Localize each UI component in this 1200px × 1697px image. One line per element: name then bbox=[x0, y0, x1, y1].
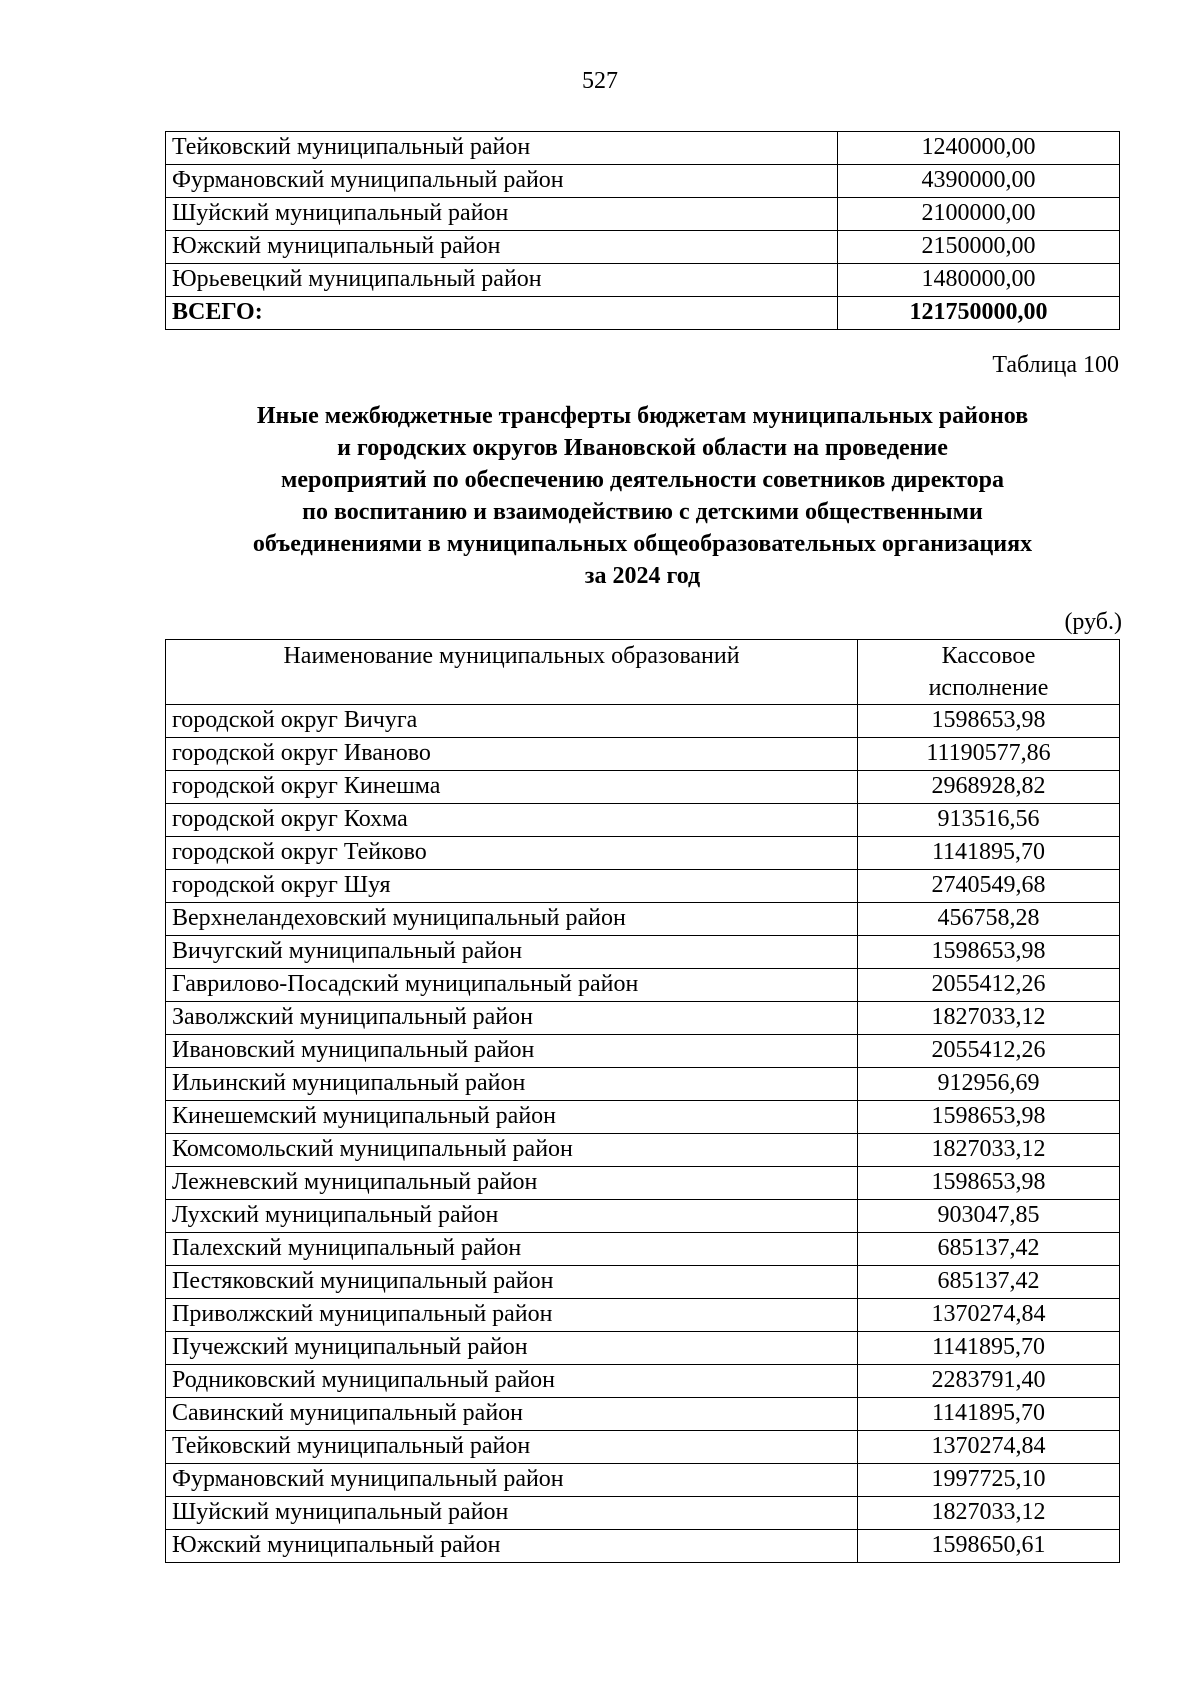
header-name: Наименование муниципальных образований bbox=[166, 640, 858, 705]
municipality-name: Юрьевецкий муниципальный район bbox=[166, 264, 838, 297]
amount-value: 4390000,00 bbox=[838, 165, 1120, 198]
title-line: объединениями в муниципальных общеобразовательных организациях bbox=[252, 531, 1033, 557]
table-row bbox=[166, 804, 1120, 837]
amount-value: 903047,85 bbox=[858, 1200, 1120, 1233]
title-line: по воспитанию и взаимодействию с детскими общественными bbox=[302, 499, 983, 525]
municipality-name: Заволжский муниципальный район bbox=[166, 1002, 858, 1035]
municipality-name: Тейковский муниципальный район bbox=[166, 132, 838, 165]
municipality-name: Гаврилово-Посадский муниципальный район bbox=[166, 969, 858, 1002]
total-row bbox=[166, 297, 1120, 330]
amount-value: 1598653,98 bbox=[858, 705, 1120, 738]
table-row bbox=[166, 1266, 1120, 1299]
table-title bbox=[150, 400, 1135, 592]
municipality-name: Лежневский муниципальный район bbox=[166, 1167, 858, 1200]
municipality-name: Южский муниципальный район bbox=[166, 231, 838, 264]
amount-value: 1480000,00 bbox=[838, 264, 1120, 297]
amount-value: 1141895,70 bbox=[858, 837, 1120, 870]
header-value bbox=[858, 640, 1120, 705]
amount-value: 1240000,00 bbox=[838, 132, 1120, 165]
municipality-name: Шуйский муниципальный район bbox=[166, 198, 838, 231]
table-row bbox=[166, 1002, 1120, 1035]
table-row bbox=[166, 1398, 1120, 1431]
table-row bbox=[166, 870, 1120, 903]
transfers-table bbox=[165, 639, 1120, 1563]
table-row bbox=[166, 198, 1120, 231]
amount-value: 685137,42 bbox=[858, 1266, 1120, 1299]
table-row bbox=[166, 1365, 1120, 1398]
table-row bbox=[166, 264, 1120, 297]
table-row bbox=[166, 936, 1120, 969]
amount-value: 1598653,98 bbox=[858, 936, 1120, 969]
amount-value: 685137,42 bbox=[858, 1233, 1120, 1266]
amount-value: 1827033,12 bbox=[858, 1134, 1120, 1167]
amount-value: 1598650,61 bbox=[858, 1530, 1120, 1563]
table-number: Таблица 100 bbox=[992, 352, 1119, 378]
table-row bbox=[166, 1101, 1120, 1134]
table-row bbox=[166, 1464, 1120, 1497]
amount-value: 456758,28 bbox=[858, 903, 1120, 936]
amount-value: 11190577,86 bbox=[858, 738, 1120, 771]
municipality-name: Кинешемский муниципальный район bbox=[166, 1101, 858, 1134]
table-row bbox=[166, 837, 1120, 870]
header-value-line: Кассовое bbox=[941, 643, 1036, 669]
amount-value: 913516,56 bbox=[858, 804, 1120, 837]
amount-value: 1598653,98 bbox=[858, 1101, 1120, 1134]
amount-value: 2055412,26 bbox=[858, 969, 1120, 1002]
municipality-name: Лухский муниципальный район bbox=[166, 1200, 858, 1233]
amount-value: 2968928,82 bbox=[858, 771, 1120, 804]
municipality-name: Тейковский муниципальный район bbox=[166, 1431, 858, 1464]
table-row bbox=[166, 1134, 1120, 1167]
amount-value: 1141895,70 bbox=[858, 1398, 1120, 1431]
municipality-name: городской округ Кохма bbox=[166, 804, 858, 837]
table-header-row bbox=[166, 640, 1120, 705]
municipality-name: Пестяковский муниципальный район bbox=[166, 1266, 858, 1299]
municipality-name: городской округ Тейково bbox=[166, 837, 858, 870]
amount-value: 2150000,00 bbox=[838, 231, 1120, 264]
municipality-name: Фурмановский муниципальный район bbox=[166, 1464, 858, 1497]
table-row bbox=[166, 132, 1120, 165]
table-row bbox=[166, 231, 1120, 264]
amount-value: 2055412,26 bbox=[858, 1035, 1120, 1068]
table-row bbox=[166, 705, 1120, 738]
amount-value: 2740549,68 bbox=[858, 870, 1120, 903]
table-row bbox=[166, 165, 1120, 198]
amount-value: 1141895,70 bbox=[858, 1332, 1120, 1365]
municipality-name: городской округ Вичуга bbox=[166, 705, 858, 738]
municipality-name: Родниковский муниципальный район bbox=[166, 1365, 858, 1398]
amount-value: 1370274,84 bbox=[858, 1299, 1120, 1332]
previous-table-continuation bbox=[165, 131, 1120, 330]
total-label: ВСЕГО: bbox=[166, 297, 838, 330]
page-number: 527 bbox=[582, 68, 618, 94]
table-row bbox=[166, 1497, 1120, 1530]
table-row bbox=[166, 1431, 1120, 1464]
table-row bbox=[166, 903, 1120, 936]
table-row bbox=[166, 1332, 1120, 1365]
table-row bbox=[166, 969, 1120, 1002]
municipality-name: Южский муниципальный район bbox=[166, 1530, 858, 1563]
title-line: Иные межбюджетные трансферты бюджетам муниципальных районов bbox=[256, 403, 1029, 429]
municipality-name: Вичугский муниципальный район bbox=[166, 936, 858, 969]
table-row bbox=[166, 1299, 1120, 1332]
header-value-line: исполнение bbox=[928, 675, 1049, 701]
municipality-name: городской округ Шуя bbox=[166, 870, 858, 903]
municipality-name: Фурмановский муниципальный район bbox=[166, 165, 838, 198]
table-row bbox=[166, 738, 1120, 771]
amount-value: 912956,69 bbox=[858, 1068, 1120, 1101]
total-value: 121750000,00 bbox=[838, 297, 1120, 330]
municipality-name: Комсомольский муниципальный район bbox=[166, 1134, 858, 1167]
municipality-name: Палехский муниципальный район bbox=[166, 1233, 858, 1266]
title-line: за 2024 год bbox=[584, 563, 701, 589]
amount-value: 1370274,84 bbox=[858, 1431, 1120, 1464]
table-row bbox=[166, 771, 1120, 804]
municipality-name: Пучежский муниципальный район bbox=[166, 1332, 858, 1365]
table-row bbox=[166, 1035, 1120, 1068]
municipality-name: Ильинский муниципальный район bbox=[166, 1068, 858, 1101]
municipality-name: Шуйский муниципальный район bbox=[166, 1497, 858, 1530]
table-row bbox=[166, 1530, 1120, 1563]
municipality-name: Савинский муниципальный район bbox=[166, 1398, 858, 1431]
table-row bbox=[166, 1200, 1120, 1233]
amount-value: 2283791,40 bbox=[858, 1365, 1120, 1398]
municipality-name: Приволжский муниципальный район bbox=[166, 1299, 858, 1332]
table-row bbox=[166, 1233, 1120, 1266]
title-line: и городских округов Ивановской области на проведение bbox=[337, 435, 948, 461]
amount-value: 1997725,10 bbox=[858, 1464, 1120, 1497]
municipality-name: Ивановский муниципальный район bbox=[166, 1035, 858, 1068]
municipality-name: городской округ Иваново bbox=[166, 738, 858, 771]
municipality-name: Верхнеландеховский муниципальный район bbox=[166, 903, 858, 936]
table-row bbox=[166, 1068, 1120, 1101]
title-line: мероприятий по обеспечению деятельности советников директора bbox=[280, 467, 1005, 493]
municipality-name: городской округ Кинешма bbox=[166, 771, 858, 804]
amount-value: 2100000,00 bbox=[838, 198, 1120, 231]
amount-value: 1598653,98 bbox=[858, 1167, 1120, 1200]
amount-value: 1827033,12 bbox=[858, 1497, 1120, 1530]
amount-value: 1827033,12 bbox=[858, 1002, 1120, 1035]
table-row bbox=[166, 1167, 1120, 1200]
unit-label: (руб.) bbox=[1064, 609, 1122, 635]
